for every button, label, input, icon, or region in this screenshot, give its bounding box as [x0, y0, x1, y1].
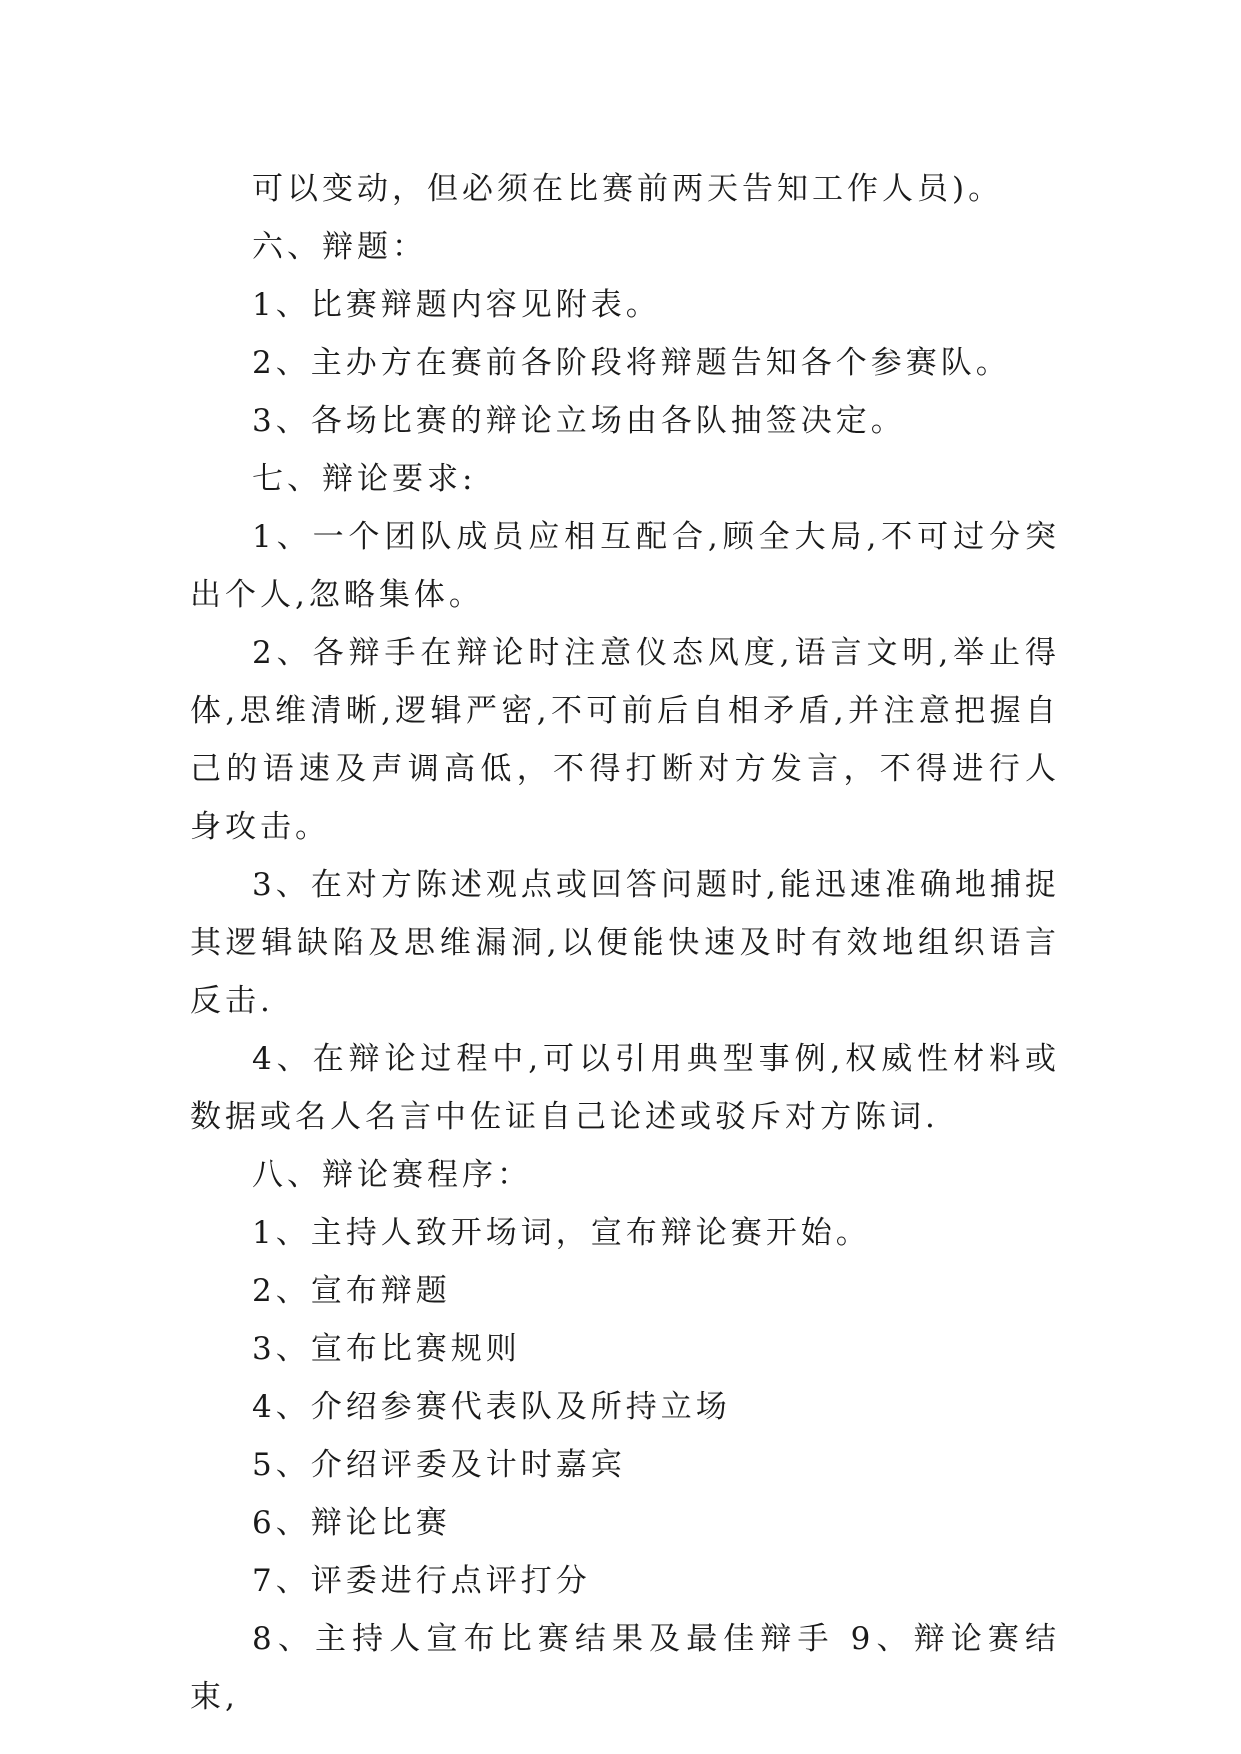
list-item: 2、主办方在赛前各阶段将辩题告知各个参赛队。: [252, 345, 1011, 381]
list-item: 2、各辩手在辩论时注意仪态风度,语言文明,举止得体,思维清晰,逻辑严密,不可前后自相矛盾,并注意把握自己的语速及声调高低，不得打断对方发言，不得进行人身攻击。: [190, 635, 1060, 845]
list-item: 7、评委进行点评打分: [252, 1563, 591, 1599]
list-item: 4、在辩论过程中,可以引用典型事例,权威性材料或数据或名人名言中佐证自己论述或驳斥对方陈词.: [190, 1041, 1060, 1135]
list-item: 2、宣布辩题: [252, 1273, 451, 1309]
list-item: 5、介绍评委及计时嘉宾: [252, 1447, 626, 1483]
section-heading-debate-topics: 六、辩题：: [252, 229, 427, 265]
list-item: 6、辩论比赛: [252, 1505, 451, 1541]
list-item: 8、主持人宣布比赛结果及最佳辩手 9、辩论赛结束,: [190, 1621, 1060, 1715]
document-body: [190, 160, 1060, 1726]
section-heading-debate-procedure: 八、辩论赛程序：: [252, 1157, 532, 1193]
list-item: 3、各场比赛的辩论立场由各队抽签决定。: [252, 403, 906, 439]
list-item: 1、主持人致开场词，宣布辩论赛开始。: [252, 1215, 871, 1251]
paragraph: 可以变动，但必须在比赛前两天告知工作人员)。: [252, 171, 1004, 207]
section-heading-debate-requirements: 七、辩论要求:: [252, 461, 477, 497]
list-item: 3、宣布比赛规则: [252, 1331, 521, 1367]
list-item: 1、一个团队成员应相互配合,顾全大局,不可过分突出个人,忽略集体。: [190, 519, 1060, 613]
list-item: 4、介绍参赛代表队及所持立场: [252, 1389, 731, 1425]
list-item: 3、在对方陈述观点或回答问题时,能迅速准确地捕捉其逻辑缺陷及思维漏洞,以便能快速及时有效地组织语言反击.: [190, 867, 1060, 1019]
list-item: 1、比赛辩题内容见附表。: [252, 287, 661, 323]
